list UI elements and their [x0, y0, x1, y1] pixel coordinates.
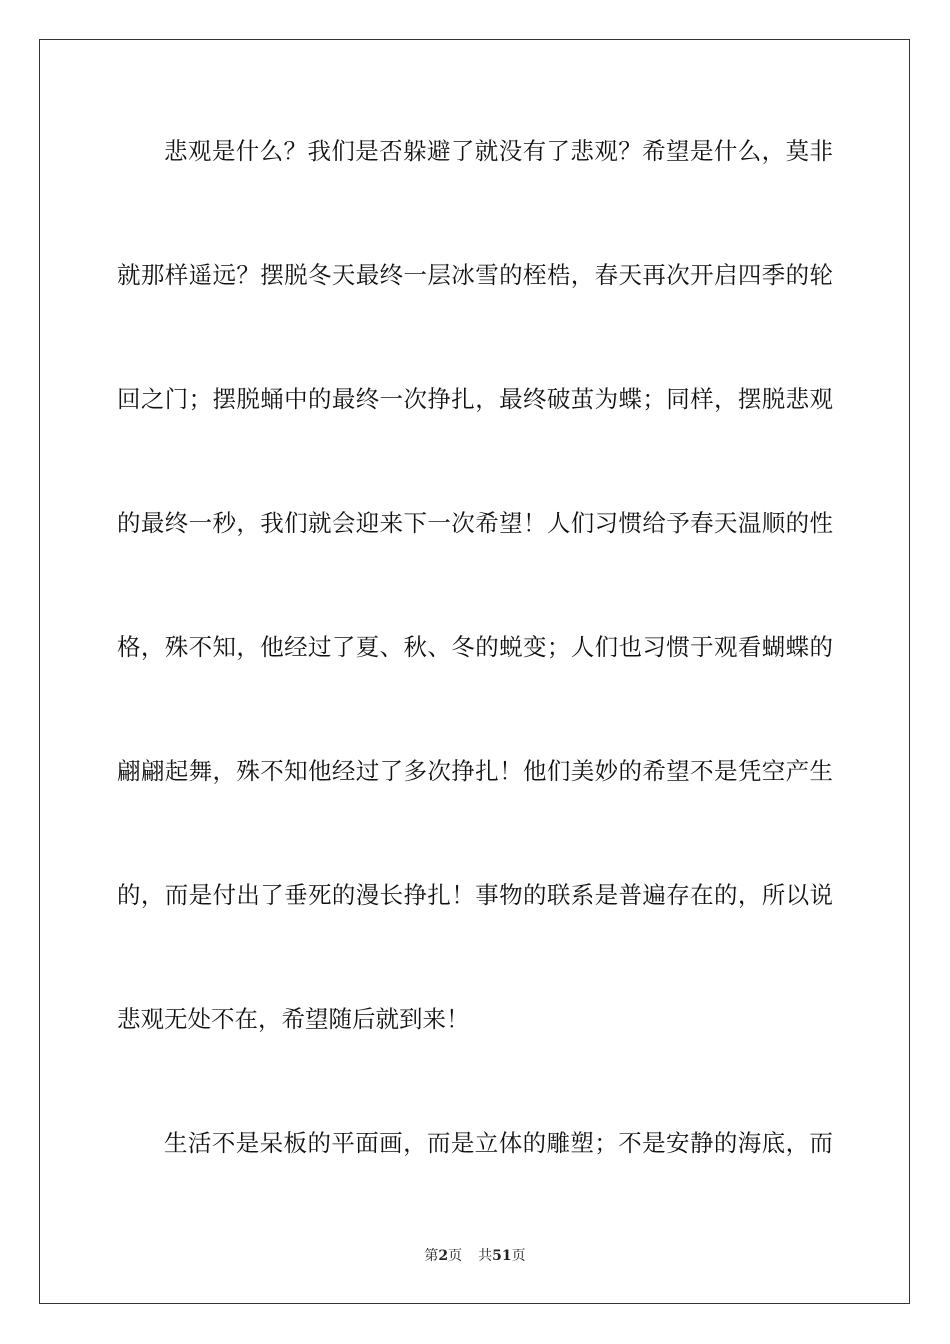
total-pages: 51: [492, 1248, 512, 1264]
paragraph-1-line-5: 格，殊不知，他经过了夏、秋、冬的蜕变；人们也习惯于观看蝴蝶的: [117, 633, 833, 661]
page-suffix: 页: [448, 1248, 463, 1264]
page-number: 2: [438, 1248, 449, 1264]
paragraph-1-line-8: 悲观无处不在，希望随后就到来！: [117, 1005, 470, 1033]
paragraph-1-line-2: 就那样遥远？摆脱冬天最终一层冰雪的桎梏，春天再次开启四季的轮: [117, 261, 833, 289]
paragraph-1-line-6: 翩翩起舞，殊不知他经过了多次挣扎！他们美妙的希望不是凭空产生: [117, 757, 833, 785]
paragraph-1-line-7: 的，而是付出了垂死的漫长挣扎！事物的联系是普遍存在的，所以说: [117, 881, 833, 909]
page-frame: [39, 39, 910, 1304]
paragraph-1-line-3: 回之门；摆脱蛹中的最终一次挣扎，最终破茧为蝶；同样，摆脱悲观: [117, 385, 833, 413]
paragraph-2-line-1: 生活不是呆板的平面画，而是立体的雕塑；不是安静的海底，而: [164, 1129, 833, 1157]
paragraph-1-line-4: 的最终一秒，我们就会迎来下一次希望！人们习惯给予春天温顺的性: [117, 509, 833, 537]
paragraph-1-line-1: 悲观是什么？我们是否躲避了就没有了悲观？希望是什么，莫非: [164, 137, 833, 165]
page-footer: [0, 1246, 950, 1266]
total-prefix: 共: [478, 1248, 493, 1264]
page-prefix: 第: [424, 1248, 439, 1264]
total-suffix: 页: [511, 1248, 526, 1264]
